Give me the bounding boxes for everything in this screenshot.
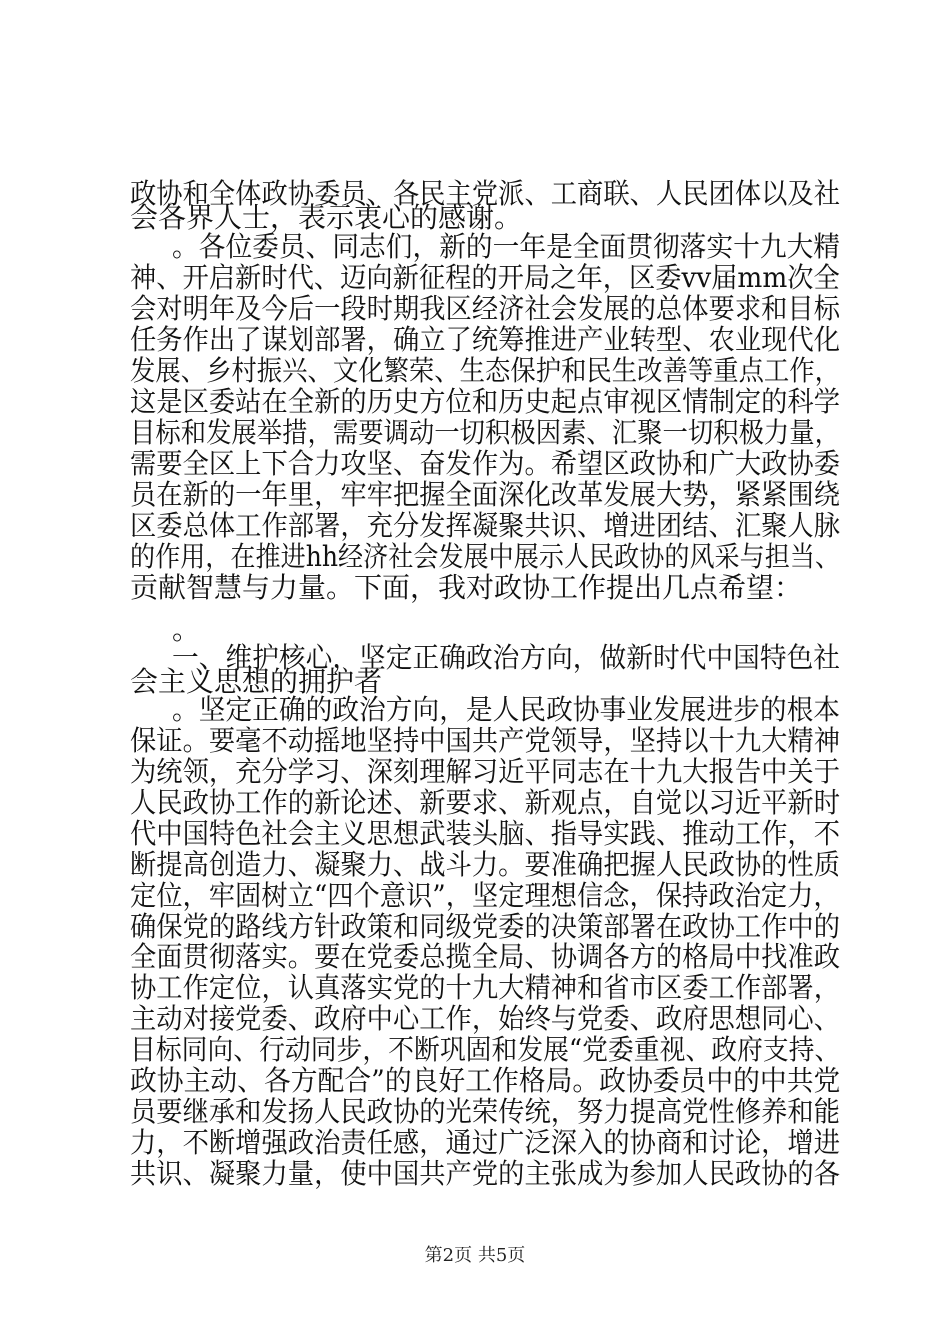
text-line: 需要全区上下合力攻坚、奋发作为。希望区政协和广大政协委: [130, 446, 841, 480]
section-heading-line: 会主义思想的拥护者: [130, 664, 383, 698]
text-line: 为统领，充分学习、深刻理解习近平同志在十九大报告中关于: [130, 754, 841, 788]
text-line: 员在新的一年里，牢牢把握全面深化改革发展大势，紧紧围绕: [130, 477, 841, 511]
text-line: 目标同向、行动同步，不断巩固和发展“党委重视、政府支持、: [130, 1033, 841, 1067]
text-line: 人民政协工作的新论述、新要求、新观点，自觉以习近平新时: [130, 785, 841, 819]
text-line: 员要继承和发扬人民政协的光荣传统，努力提高党性修养和能: [130, 1095, 841, 1129]
text-line: 力，不断增强政治责任感，通过广泛深入的协商和讨论，增进: [130, 1126, 841, 1160]
text-line: 区委总体工作部署，充分发挥凝聚共识、增进团结、汇聚人脉: [130, 508, 841, 542]
text-line: 代中国特色社会主义思想武装头脑、指导实践、推动工作，不: [130, 816, 841, 850]
page-number-footer: 第2页 共5页: [424, 1245, 526, 1266]
text-line: 定位，牢固树立“四个意识”，坚定理想信念，保持政治定力，: [130, 878, 840, 912]
text-line: 断提高创造力、凝聚力、战斗力。要准确把握人民政协的性质: [130, 847, 841, 881]
text-line: 任务作出了谋划部署，确立了统筹推进产业转型、农业现代化: [130, 323, 841, 357]
text-line: 这是区委站在全新的历史方位和历史起点审视区情制定的科学: [130, 385, 841, 419]
text-line: 发展、乡村振兴、文化繁荣、生态保护和民生改善等重点工作，: [130, 354, 841, 388]
section-heading-line: 一、维护核心，坚定正确政治方向，做新时代中国特色社: [172, 640, 841, 674]
text-line: 政协和全体政协委员、各民主党派、工商联、人民团体以及社: [130, 177, 841, 210]
text-line: 。坚定正确的政治方向，是人民政协事业发展进步的根本: [172, 693, 841, 726]
text-line: 贡献智慧与力量。下面，我对政协工作提出几点希望：: [130, 570, 803, 604]
text-line: 全面贯彻落实。要在党委总揽全局、协调各方的格局中找准政: [130, 940, 841, 974]
text-line: 确保党的路线方针政策和同级党委的决策部署在政协工作中的: [130, 909, 841, 943]
text-line: 主动对接党委、政府中心工作，始终与党委、政府思想同心、: [130, 1002, 841, 1036]
text-line: 共识、凝聚力量，使中国共产党的主张成为参加人民政协的各: [130, 1157, 841, 1190]
text-line: 政协主动、各方配合”的良好工作格局。政协委员中的中共党: [130, 1064, 841, 1098]
text-line: 的作用，在推进hh经济社会发展中展示人民政协的风采与担当、: [130, 539, 841, 573]
text-line: 目标和发展举措，需要调动一切积极因素、汇聚一切积极力量，: [130, 416, 841, 450]
text-line: 保证。要毫不动摇地坚持中国共产党领导，坚持以十九大精神: [130, 723, 841, 757]
text-line: 神、开启新时代、迈向新征程的开局之年，区委vv届mm次全: [130, 261, 840, 295]
text-line: 。: [172, 612, 201, 646]
text-line: 协工作定位，认真落实党的十九大精神和省市区委工作部署，: [130, 971, 841, 1005]
text-line: 。各位委员、同志们，新的一年是全面贯彻落实十九大精: [172, 230, 841, 264]
text-line: 会各界人士，表示衷心的感谢。: [130, 200, 523, 234]
text-line: 会对明年及今后一段时期我区经济社会发展的总体要求和目标: [130, 292, 841, 326]
